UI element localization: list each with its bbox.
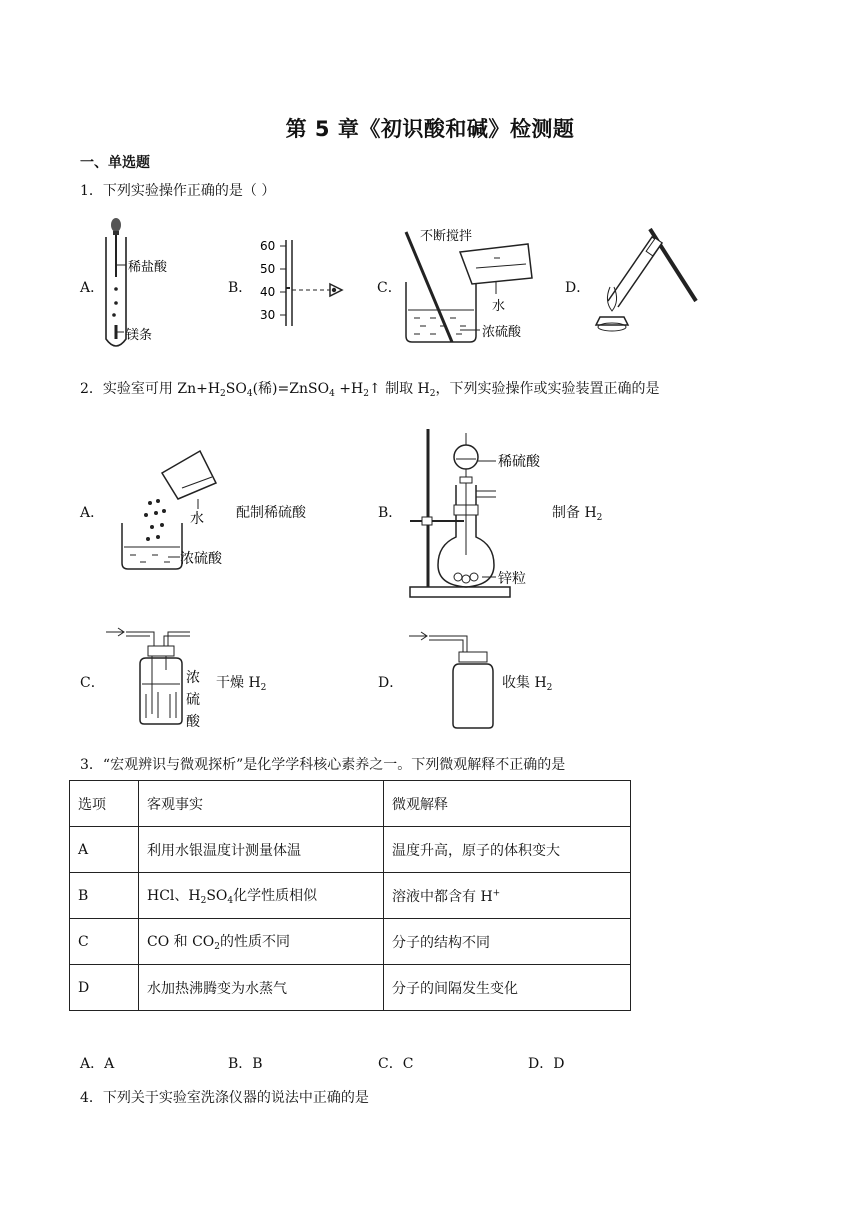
header-fact: 客观事实	[139, 781, 384, 827]
question-2-text: 2．实验室可用 $Zn+H_2SO_4$(稀)=ZnSO$_4$ $+H_2↑$ 制取 $H_2$，下列实验操作或实验装置正确的是	[80, 381, 660, 399]
row-explain: 分子的间隔发生变化	[384, 965, 631, 1011]
label-dilute-sulfuric: 稀硫酸	[498, 454, 540, 470]
question-3-text: 3．“宏观辨识与微观探析”是化学学科核心素养之一。下列微观解释不正确的是	[80, 757, 566, 773]
header-option: 选项	[70, 781, 139, 827]
row-explain: 溶液中都含有 H+	[384, 873, 631, 919]
q2-option-c-label: C．	[80, 675, 105, 691]
table-row	[70, 873, 631, 919]
table-header-row	[70, 781, 631, 827]
q1-option-d-label: D．	[565, 280, 591, 296]
q1-figure-a-test-tube-dropper	[98, 215, 188, 350]
row-option: C	[70, 919, 139, 965]
table-row	[70, 965, 631, 1011]
tick-30: 30	[260, 308, 276, 322]
q2-a-caption: 配制稀硫酸	[236, 505, 306, 521]
row-option: B	[70, 873, 139, 919]
q2-figure-c-gas-washing-bottle	[104, 622, 216, 732]
row-fact: CO 和 $CO_2$的性质不同	[139, 919, 384, 965]
q1-figure-c-diluting-acid	[400, 222, 550, 347]
q2-figure-d-collecting-bottle	[405, 628, 500, 730]
row-fact: HCl、$H_2SO_4$化学性质相似	[139, 873, 384, 919]
row-explain: 温度升高，原子的体积变大	[384, 827, 631, 873]
tick-40: 40	[260, 285, 276, 299]
q3-answer-c: C．C	[378, 1056, 414, 1072]
label-conc-3: 酸	[186, 714, 200, 730]
row-fact: 利用水银温度计测量体温	[139, 827, 384, 873]
label-magnesium: 镁条	[126, 328, 153, 343]
q1-figure-d-heating-tube	[590, 225, 702, 335]
question-4-text: 4．下列关于实验室洗涤仪器的说法中正确的是	[80, 1090, 369, 1106]
q3-table	[69, 780, 631, 1011]
row-explain: 分子的结构不同	[384, 919, 631, 965]
row-option: D	[70, 965, 139, 1011]
q2-option-a-label: A．	[80, 505, 105, 521]
q2-option-b-label: B．	[378, 505, 403, 521]
row-fact: 水加热沸腾变为水蒸气	[139, 965, 384, 1011]
q2-c-caption: 干燥 $H_2$	[216, 675, 267, 693]
q2-b-caption: 制备 $H_2$	[552, 505, 603, 523]
q2-option-d-label: D．	[378, 675, 404, 691]
table-row	[70, 827, 631, 873]
label-dilute-hcl: 稀盐酸	[128, 260, 168, 275]
q1-option-a-label: A．	[80, 280, 105, 296]
label-water: 水	[190, 511, 204, 527]
q3-answer-b: B．B	[228, 1056, 263, 1072]
question-1-text: 1．下列实验操作正确的是（ ）	[80, 183, 276, 199]
section-heading: 一、单选题	[80, 155, 150, 171]
header-explain: 微观解释	[384, 781, 631, 827]
q3-answer-d: D．D	[528, 1056, 565, 1072]
label-conc-sulfuric: 浓硫酸	[482, 325, 522, 340]
table-row	[70, 919, 631, 965]
label-stir: 不断搅拌	[420, 229, 473, 244]
row-option: A	[70, 827, 139, 873]
q1-option-c-label: C．	[377, 280, 402, 296]
q2-d-caption: 收集 $H_2$	[502, 675, 553, 693]
label-conc-sulfuric: 浓硫酸	[180, 551, 222, 567]
q1-option-b-label: B．	[228, 280, 253, 296]
q3-answer-a: A．A	[80, 1056, 115, 1072]
q2-figure-a-dilution	[112, 443, 237, 573]
q1-figure-b-graduated-cylinder	[250, 238, 350, 330]
tick-50: 50	[260, 262, 276, 276]
q2-figure-b-generator	[400, 425, 555, 605]
tick-60: 60	[260, 239, 276, 253]
label-conc-2: 硫	[186, 692, 200, 708]
label-conc-1: 浓	[186, 670, 200, 686]
label-water: 水	[492, 299, 506, 314]
label-zinc: 锌粒	[498, 571, 526, 587]
page-title: 第 5 章《初识酸和碱》检测题	[285, 117, 575, 141]
